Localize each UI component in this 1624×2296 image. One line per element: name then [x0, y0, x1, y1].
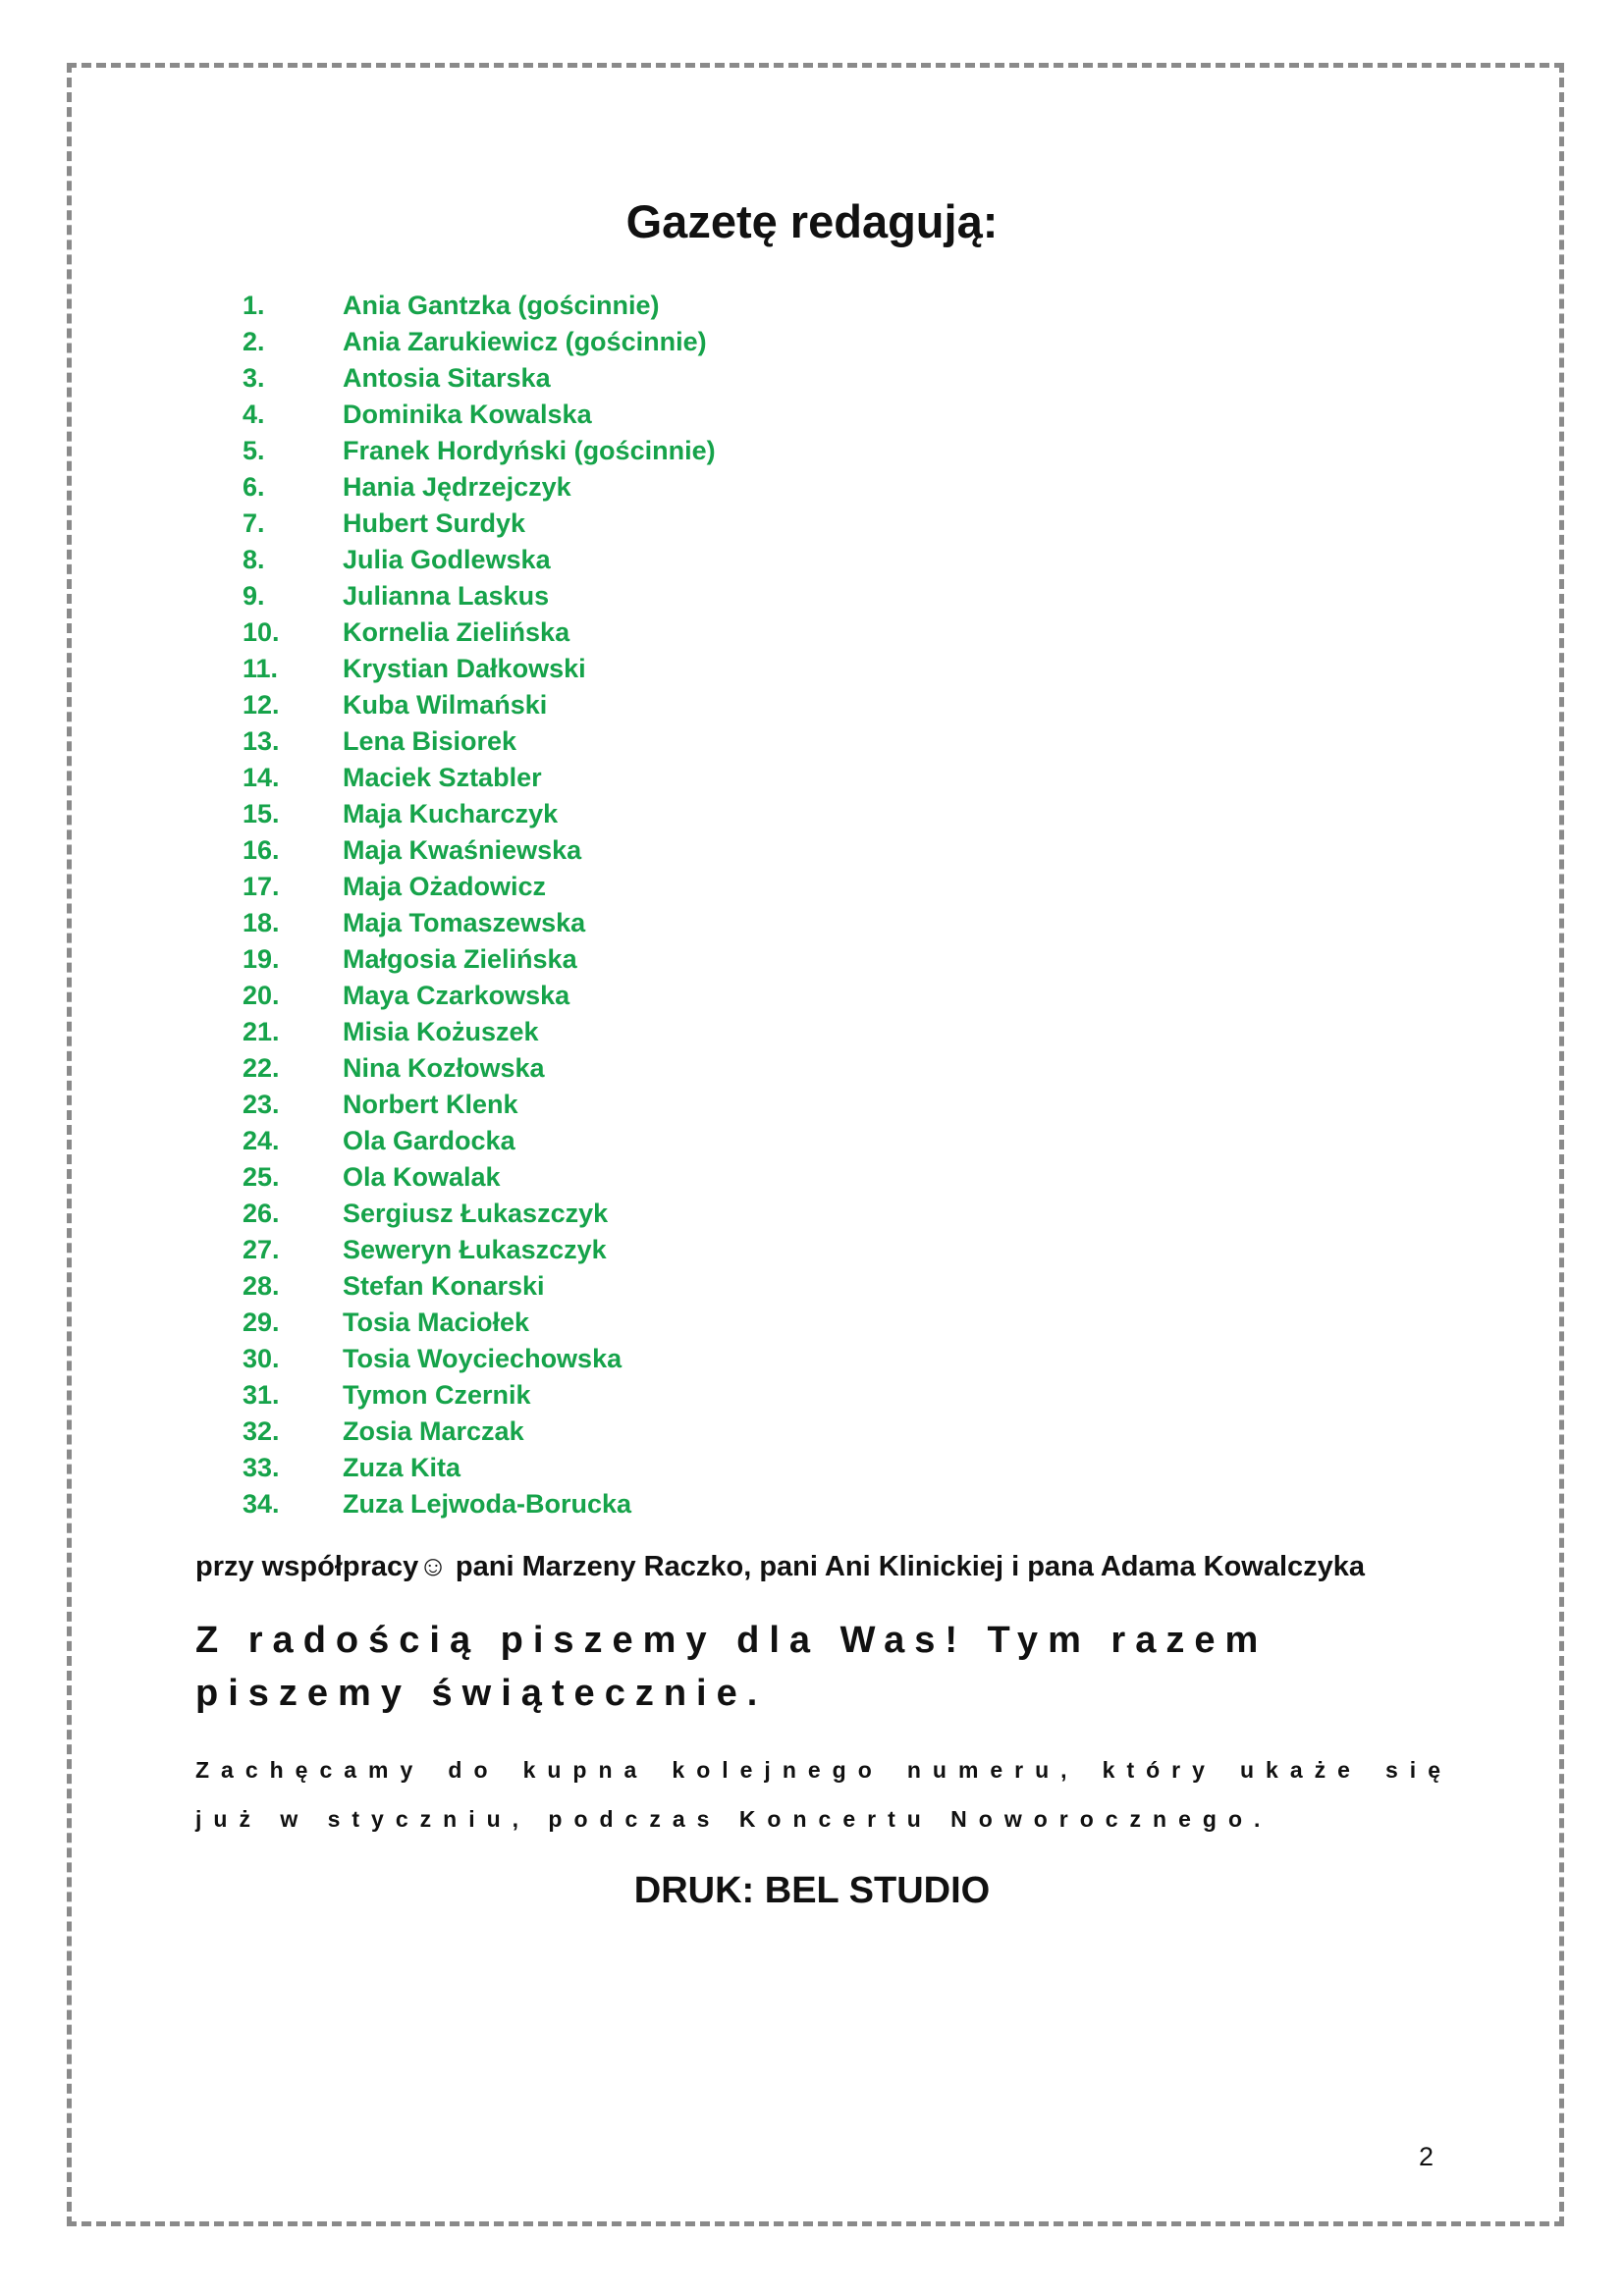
- editor-list-item: [243, 1377, 716, 1414]
- editor-number: 7.: [243, 508, 265, 538]
- editor-list-item: [243, 469, 716, 506]
- editor-number: 28.: [243, 1271, 280, 1301]
- editor-name: Julianna Laskus: [343, 581, 550, 611]
- page-title: Gazetę redagują:: [625, 195, 999, 247]
- editor-name: Kornelia Zielińska: [343, 617, 570, 647]
- editor-name: Maja Ożadowicz: [343, 872, 547, 901]
- editor-list-item: [243, 1268, 716, 1305]
- editor-name: Ola Kowalak: [343, 1162, 501, 1192]
- editor-number: 23.: [243, 1090, 280, 1119]
- editor-list-item: [243, 1014, 716, 1050]
- page-number: 2: [1419, 2142, 1435, 2171]
- editor-number: 13.: [243, 726, 280, 756]
- editor-number: 9.: [243, 581, 265, 611]
- editor-number: 20.: [243, 981, 280, 1010]
- editor-number: 19.: [243, 944, 280, 974]
- editor-list-item: [243, 397, 716, 433]
- collaboration-note: przy współpracy☺ pani Marzeny Raczko, pani Ani Klinickiej i pana Adama Kowalczyka: [195, 1551, 1366, 1582]
- editor-name: Tosia Maciołek: [343, 1308, 530, 1337]
- editor-name: Maja Tomaszewska: [343, 908, 586, 937]
- editor-list-item: [243, 324, 716, 360]
- editor-number: 21.: [243, 1017, 280, 1046]
- editor-number: 4.: [243, 400, 265, 429]
- editor-number: 33.: [243, 1453, 280, 1482]
- editor-list-item: [243, 1232, 716, 1268]
- editor-list-item: [243, 651, 716, 687]
- editor-list-item: [243, 1341, 716, 1377]
- editor-name: Maja Kucharczyk: [343, 799, 559, 828]
- editor-name: Zuza Lejwoda-Borucka: [343, 1489, 632, 1519]
- editor-name: Kuba Wilmański: [343, 690, 548, 720]
- editor-name: Ania Gantzka (gościnnie): [343, 291, 660, 320]
- editor-name: Tymon Czernik: [343, 1380, 531, 1410]
- editor-name: Misia Kożuszek: [343, 1017, 539, 1046]
- editor-name: Hania Jędrzejczyk: [343, 472, 571, 502]
- editor-name: Ola Gardocka: [343, 1126, 515, 1155]
- editor-list-item: [243, 433, 716, 469]
- editor-name: Dominika Kowalska: [343, 400, 592, 429]
- editor-name: Małgosia Zielińska: [343, 944, 577, 974]
- editor-number: 34.: [243, 1489, 280, 1519]
- editor-number: 32.: [243, 1416, 280, 1446]
- editor-list-item: [243, 1050, 716, 1087]
- editor-name: Maciek Sztabler: [343, 763, 542, 792]
- editor-list-item: [243, 723, 716, 760]
- editor-list-item: [243, 1414, 716, 1450]
- editor-name: Nina Kozłowska: [343, 1053, 545, 1083]
- editor-number: 16.: [243, 835, 280, 865]
- editor-list-item: [243, 578, 716, 614]
- next-issue-note: Zachęcamy do kupna kolejnego numeru, który ukaże się już w styczniu, podczas Koncertu Noworocznego.: [195, 1757, 1452, 1832]
- editor-list-item: [243, 796, 716, 832]
- editor-number: 11.: [243, 654, 279, 683]
- editor-name: Zosia Marczak: [343, 1416, 524, 1446]
- editor-number: 31.: [243, 1380, 280, 1410]
- editor-list-item: [243, 614, 716, 651]
- editor-number: 6.: [243, 472, 265, 502]
- editor-number: 12.: [243, 690, 280, 720]
- editor-list-item: [243, 978, 716, 1014]
- editor-number: 3.: [243, 363, 265, 393]
- editor-list-item: [243, 1159, 716, 1196]
- editor-name: Tosia Woyciechowska: [343, 1344, 623, 1373]
- editor-name: Maja Kwaśniewska: [343, 835, 582, 865]
- editor-list-item: [243, 869, 716, 905]
- editor-name: Hubert Surdyk: [343, 508, 526, 538]
- editor-list-item: [243, 1450, 716, 1486]
- editor-number: 10.: [243, 617, 280, 647]
- editor-list-item: [243, 360, 716, 397]
- editor-name: Norbert Klenk: [343, 1090, 518, 1119]
- editor-list-item: [243, 905, 716, 941]
- editor-number: 18.: [243, 908, 280, 937]
- editor-number: 8.: [243, 545, 265, 574]
- editor-list-item: [243, 687, 716, 723]
- editor-name: Stefan Konarski: [343, 1271, 545, 1301]
- editor-list-item: [243, 1087, 716, 1123]
- editor-list-item: [243, 832, 716, 869]
- editor-list-item: [243, 542, 716, 578]
- editor-list-item: [243, 1123, 716, 1159]
- printer-credit: DRUK: BEL STUDIO: [633, 1870, 991, 1911]
- editor-list-item: [243, 1486, 716, 1522]
- editor-number: 5.: [243, 436, 265, 465]
- editor-name: Maya Czarkowska: [343, 981, 570, 1010]
- editor-list-item: [243, 506, 716, 542]
- editor-list-item: [243, 941, 716, 978]
- editor-name: Ania Zarukiewicz (gościnnie): [343, 327, 707, 356]
- editor-number: 15.: [243, 799, 280, 828]
- editor-number: 30.: [243, 1344, 280, 1373]
- editor-name: Sergiusz Łukaszczyk: [343, 1199, 609, 1228]
- headline-message: Z radością piszemy dla Was! Tym razem piszemy świątecznie.: [195, 1620, 1269, 1714]
- editor-name: Julia Godlewska: [343, 545, 551, 574]
- editor-name: Krystian Dałkowski: [343, 654, 586, 683]
- editor-number: 29.: [243, 1308, 280, 1337]
- editor-list-item: [243, 288, 716, 324]
- editor-number: 22.: [243, 1053, 280, 1083]
- editor-number: 2.: [243, 327, 265, 356]
- editor-name: Zuza Kita: [343, 1453, 461, 1482]
- editor-name: Franek Hordyński (gościnnie): [343, 436, 716, 465]
- editor-name: Seweryn Łukaszczyk: [343, 1235, 607, 1264]
- editor-name: Antosia Sitarska: [343, 363, 551, 393]
- editor-number: 25.: [243, 1162, 280, 1192]
- editor-list-item: [243, 1305, 716, 1341]
- editor-number: 24.: [243, 1126, 280, 1155]
- editor-number: 14.: [243, 763, 280, 792]
- editor-list-item: [243, 1196, 716, 1232]
- editor-number: 17.: [243, 872, 280, 901]
- editor-list: [243, 288, 716, 1522]
- editor-name: Lena Bisiorek: [343, 726, 517, 756]
- editor-number: 26.: [243, 1199, 280, 1228]
- editor-number: 1.: [243, 291, 265, 320]
- editor-list-item: [243, 760, 716, 796]
- editor-number: 27.: [243, 1235, 280, 1264]
